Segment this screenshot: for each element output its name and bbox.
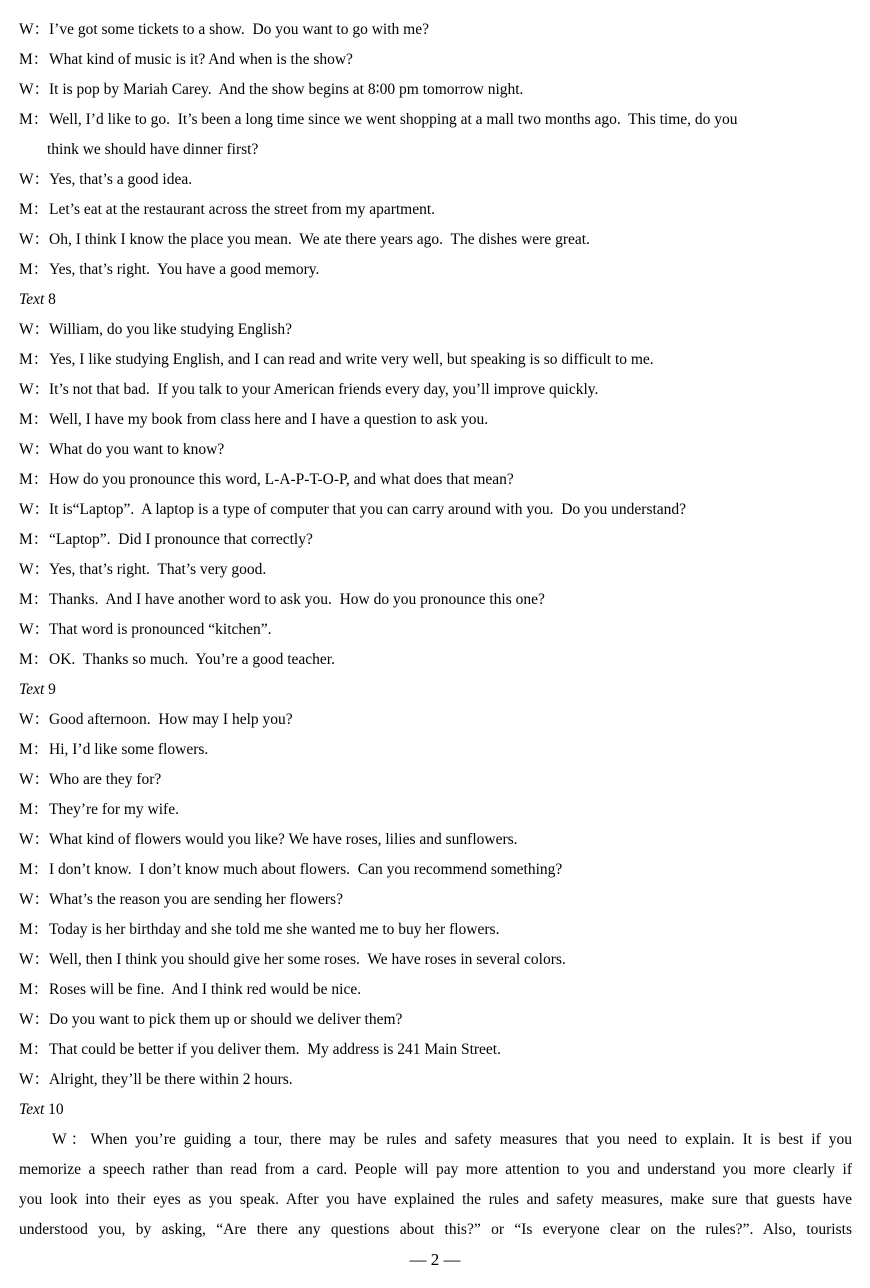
dialogue-line [19, 165, 852, 195]
dialogue-line [19, 15, 852, 45]
dialogue-text: Alright, they’ll be there within 2 hours. [49, 1071, 293, 1088]
dialogue-line [19, 585, 852, 615]
dialogue-line [19, 735, 852, 765]
dialogue-line [19, 765, 852, 795]
dialogue-line [19, 975, 852, 1005]
speaker-label: M： [19, 261, 49, 278]
dialogue-line [19, 105, 852, 135]
dialogue-line [19, 795, 852, 825]
dialogue-text: What kind of music is it? And when is the show? [49, 51, 353, 68]
speaker-label: M： [19, 411, 49, 428]
dialogue-line [19, 885, 852, 915]
dialogue-text: Do you want to pick them up or should we deliver them? [49, 1011, 403, 1028]
dialogue-line [19, 525, 852, 555]
dialogue-text: Roses will be fine. And I think red would be nice. [49, 981, 362, 998]
speaker-label: M： [19, 801, 49, 818]
speaker-label: M： [19, 741, 49, 758]
dialogue-line [19, 555, 852, 585]
speaker-label: W： [19, 231, 50, 248]
dialogue-text: Oh, I think I know the place you mean. We ate there years ago. The dishes were great. [49, 231, 590, 248]
speaker-label: W： [19, 771, 50, 788]
speaker-label: M： [19, 921, 49, 938]
speaker-label: W： [19, 891, 50, 908]
speaker-label: M： [19, 861, 49, 878]
speaker-label: W： [19, 441, 50, 458]
dialogue-text: Well, then I think you should give her some roses. We have roses in several colors. [49, 951, 566, 968]
section-heading-number: 10 [44, 1101, 64, 1118]
dialogue-line [19, 345, 852, 375]
dialogue-text: It’s not that bad. If you talk to your American friends every day, you’ll improve quickly. [49, 381, 599, 398]
dialogue-text: I don’t know. I don’t know much about flowers. Can you recommend something? [49, 861, 563, 878]
dialogue-text: Today is her birthday and she told me she wanted me to buy her flowers. [49, 921, 500, 938]
monologue-line: memorize a speech rather than read from a card. People will pay more attention to you and understand you more clearly if [19, 1161, 852, 1178]
dialogue-text: OK. Thanks so much. You’re a good teacher. [49, 651, 335, 668]
dialogue-text: Yes, that’s right. That’s very good. [49, 561, 267, 578]
dialogue-text: Yes, I like studying English, and I can read and write very well, but speaking is so difficult to me. [49, 351, 654, 368]
dialogue-line [19, 825, 852, 855]
dialogue-line [19, 75, 852, 105]
dialogue-text: Good afternoon. How may I help you? [49, 711, 293, 728]
transcript-body [19, 15, 852, 1245]
speaker-label: M： [19, 351, 49, 368]
dialogue-line [19, 645, 852, 675]
speaker-label: W： [19, 1071, 50, 1088]
dialogue-line [19, 915, 852, 945]
dialogue-text: I’ve got some tickets to a show. Do you want to go with me? [49, 21, 429, 38]
dialogue-line [19, 435, 852, 465]
dialogue-text: What’s the reason you are sending her flowers? [49, 891, 343, 908]
speaker-label: W： [19, 1011, 50, 1028]
dialogue-text: Well, I’d like to go. It’s been a long time since we went shopping at a mall two months ago. This time, do you [49, 111, 738, 128]
speaker-label: M： [19, 51, 49, 68]
section-heading-label: Text [19, 291, 45, 308]
speaker-label: M： [19, 471, 49, 488]
speaker-label: W： [19, 501, 50, 518]
monologue-line: W：When you’re guiding a tour, there may be rules and safety measures that you need to explain. It is best if you [52, 1131, 852, 1148]
dialogue-line [19, 375, 852, 405]
speaker-label: W： [19, 381, 50, 398]
dialogue-line [19, 465, 852, 495]
speaker-label: M： [19, 111, 49, 128]
page-number: — 2 — [409, 1250, 461, 1269]
monologue-line: understood you, by asking, “Are there any questions about this?” or “Is everyone clear on the rules?”. Also, tourists [19, 1221, 852, 1238]
speaker-label: W： [19, 831, 50, 848]
speaker-label: M： [19, 531, 49, 548]
dialogue-text: It is pop by Mariah Carey. And the show begins at 8∶00 pm tomorrow night. [49, 81, 524, 98]
dialogue-text: What do you want to know? [49, 441, 225, 458]
dialogue-line [19, 705, 852, 735]
speaker-label: W： [19, 81, 50, 98]
section-heading-label: Text [19, 681, 45, 698]
dialogue-line [19, 1035, 852, 1065]
dialogue-line [19, 195, 852, 225]
section-heading [19, 285, 852, 315]
dialogue-text: William, do you like studying English? [49, 321, 293, 338]
dialogue-line [19, 1065, 852, 1095]
dialogue-text: They’re for my wife. [49, 801, 179, 818]
section-heading-label: Text [19, 1101, 45, 1118]
dialogue-text: It is“Laptop”. A laptop is a type of computer that you can carry around with you. Do you understand? [49, 501, 687, 518]
dialogue-text: Yes, that’s right. You have a good memory. [49, 261, 320, 278]
dialogue-line [19, 495, 852, 525]
section-heading [19, 1095, 852, 1125]
speaker-label: M： [19, 981, 49, 998]
dialogue-text: What kind of flowers would you like? We have roses, lilies and sunflowers. [49, 831, 518, 848]
dialogue-line [19, 1005, 852, 1035]
speaker-label: W： [19, 561, 50, 578]
dialogue-line [19, 945, 852, 975]
dialogue-text: Let’s eat at the restaurant across the street from my apartment. [49, 201, 436, 218]
dialogue-line [19, 615, 852, 645]
speaker-label: W： [19, 321, 50, 338]
dialogue-line [19, 45, 852, 75]
dialogue-line [19, 225, 852, 255]
speaker-label: M： [19, 201, 49, 218]
dialogue-text: That could be better if you deliver them. My address is 241 Main Street. [49, 1041, 501, 1058]
section-heading-number: 8 [44, 291, 56, 308]
dialogue-line [19, 405, 852, 435]
dialogue-text: Thanks. And I have another word to ask you. How do you pronounce this one? [49, 591, 545, 608]
section-heading [19, 675, 852, 705]
dialogue-text: “Laptop”. Did I pronounce that correctly? [49, 531, 313, 548]
speaker-label: M： [19, 591, 49, 608]
speaker-label: W： [19, 621, 50, 638]
section-heading-number: 9 [44, 681, 56, 698]
speaker-label: W： [19, 951, 50, 968]
monologue-line: you look into their eyes as you speak. After you have explained the rules and safety measures, make sure that guests have [19, 1191, 852, 1208]
speaker-label: W： [19, 171, 50, 188]
dialogue-text: Yes, that’s a good idea. [49, 171, 193, 188]
dialogue-text: Well, I have my book from class here and I have a question to ask you. [49, 411, 489, 428]
speaker-label: W： [19, 711, 50, 728]
speaker-label: W： [19, 21, 50, 38]
dialogue-text: Who are they for? [49, 771, 162, 788]
dialogue-text: Hi, I’d like some flowers. [49, 741, 209, 758]
speaker-label: M： [19, 651, 49, 668]
dialogue-text: How do you pronounce this word, L-A-P-T-O-P, and what does that mean? [49, 471, 514, 488]
dialogue-continuation: think we should have dinner first? [47, 141, 259, 158]
dialogue-line [19, 255, 852, 285]
dialogue-line [19, 855, 852, 885]
dialogue-text: That word is pronounced “kitchen”. [49, 621, 272, 638]
dialogue-line [19, 315, 852, 345]
speaker-label: M： [19, 1041, 49, 1058]
